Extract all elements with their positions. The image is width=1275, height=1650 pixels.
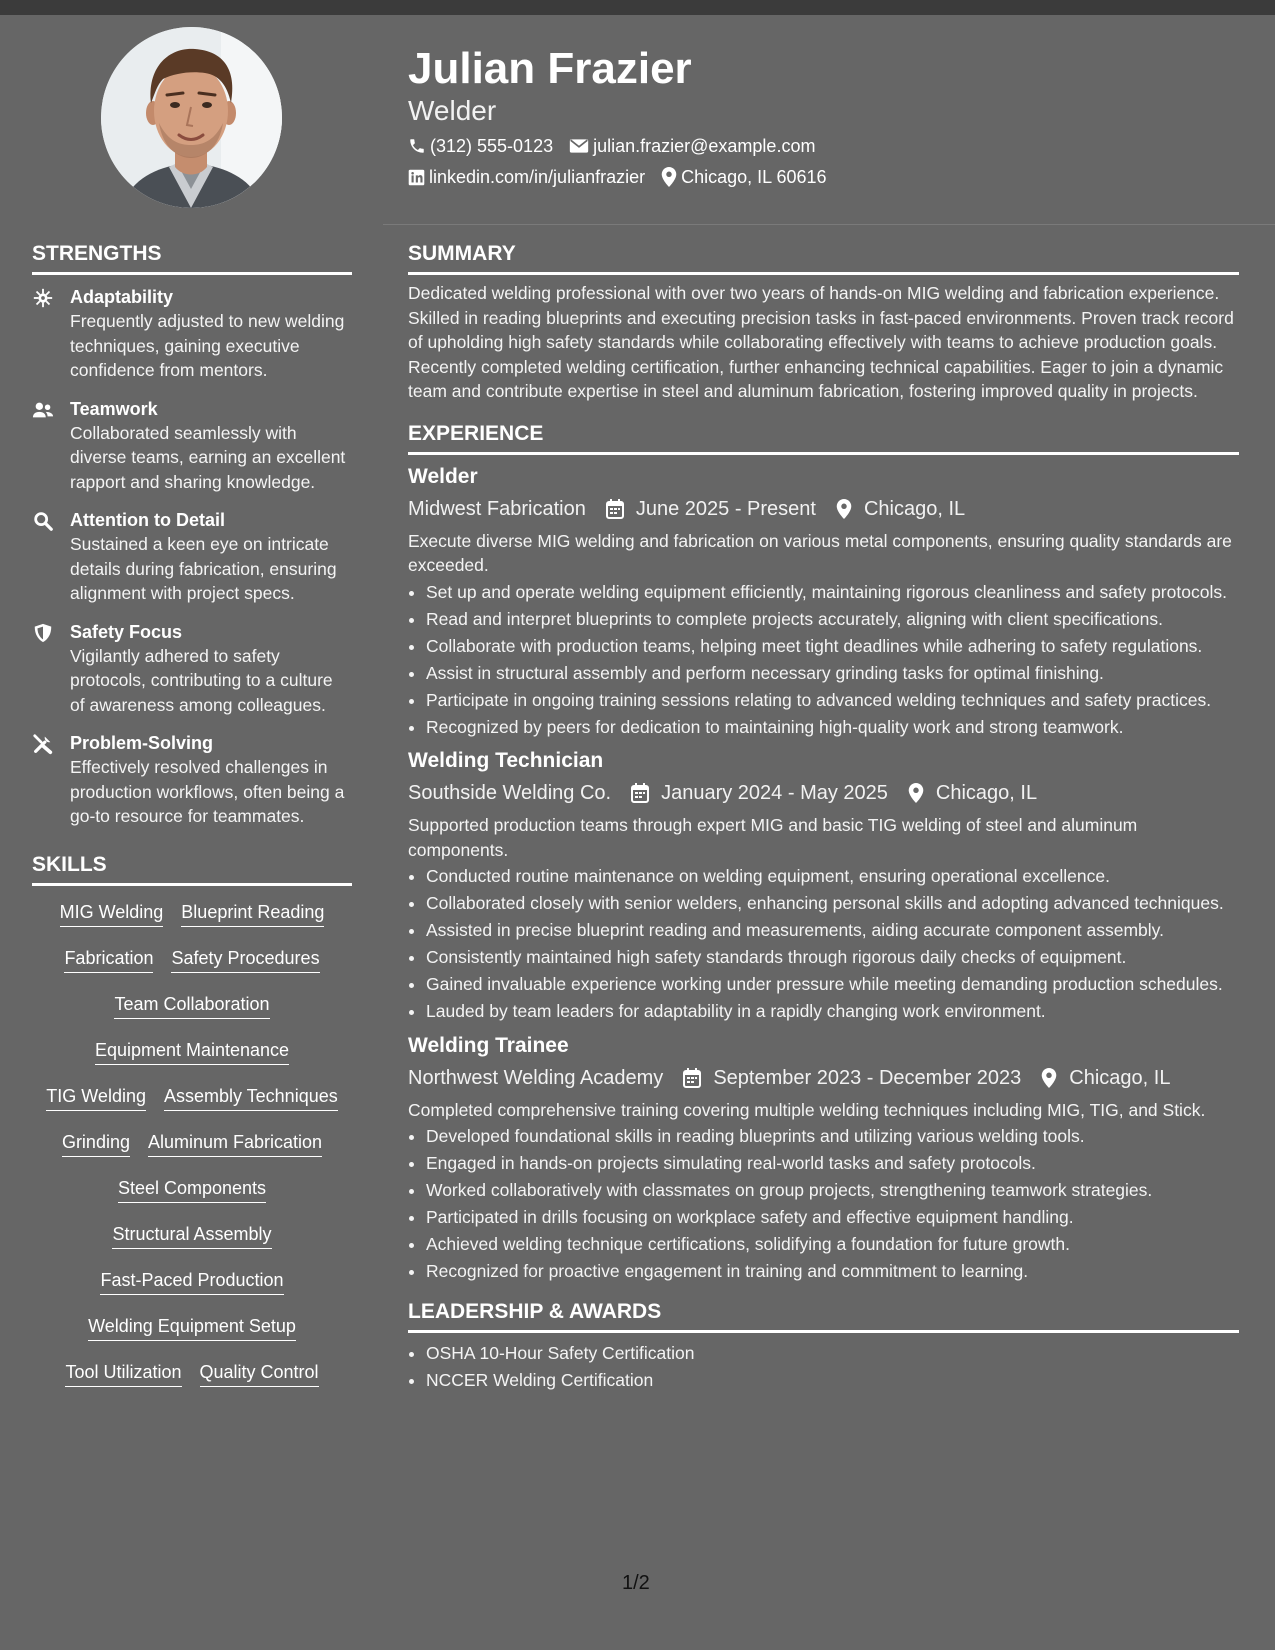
job-meta	[408, 779, 1239, 807]
job-company: Midwest Fabrication	[408, 497, 586, 520]
skill-tag: Quality Control	[200, 1360, 319, 1387]
job-bullet: • Participated in drills focusing on workplace safety and effective equipment handling.	[426, 1205, 1239, 1230]
job-location: Chicago, IL	[863, 497, 966, 520]
candidate-name: Julian Frazier	[408, 44, 692, 93]
job-company: Southside Welding Co.	[408, 782, 612, 804]
location-pin-icon	[836, 499, 852, 519]
job-dates: January 2024 - May 2025	[661, 782, 888, 804]
location-pin-icon	[908, 783, 924, 803]
skill-tag: Tool Utilization	[65, 1360, 181, 1387]
job-description: Completed comprehensive training covering multiple welding techniques including MIG, TIG, and Stick.	[408, 1099, 1206, 1120]
page-number: 1/2	[622, 1572, 650, 1594]
location-text: Chicago, IL 60616	[681, 167, 827, 187]
job-bullet: • Achieved welding technique certifications, solidifying a foundation for future growth.	[426, 1232, 1239, 1257]
phone-icon	[408, 137, 426, 155]
job-bullet: • Set up and operate welding equipment efficiently, maintaining rigorous cleanliness and safety protocols.	[426, 580, 1239, 605]
job-bullets	[408, 580, 1239, 740]
summary-heading: SUMMARY	[408, 242, 516, 265]
skill-tag: Grinding	[62, 1130, 130, 1157]
skill-tag: Aluminum Fabrication	[148, 1130, 322, 1157]
contact-row-1	[408, 134, 831, 158]
skill-tag: Safety Procedures	[171, 946, 319, 973]
strength-item	[32, 397, 352, 495]
job-location: Chicago, IL	[1069, 1066, 1171, 1089]
skill-tag: Fabrication	[64, 946, 153, 973]
job-entry	[408, 747, 1239, 1024]
job-title: Welder	[408, 464, 478, 488]
job-description: Supported production teams through expert MIG and basic TIG welding of steel and aluminum components.	[408, 815, 1138, 860]
top-bar	[0, 0, 1275, 15]
skill-tag: TIG Welding	[46, 1084, 146, 1111]
job-bullet: • Engaged in hands-on projects simulating real-world tasks and safety protocols.	[426, 1151, 1239, 1176]
users-icon	[32, 399, 54, 421]
strength-title: Teamwork	[70, 398, 158, 419]
job-location: Chicago, IL	[935, 782, 1038, 804]
calendar-icon	[606, 499, 624, 519]
portrait-illustration	[101, 27, 282, 208]
job-bullet: • Recognized for proactive engagement in training and commitment to learning.	[426, 1259, 1239, 1284]
phone-item	[408, 134, 553, 158]
skill-tag: Fast-Paced Production	[100, 1268, 283, 1295]
summary-text: Dedicated welding professional with over two years of hands-on MIG welding and fabrication experience. Skilled in reading blueprints and executing precision tasks in fast-paced environments. Proven track record of upholding high safety standards while collaborating effectively with teams to achieve production goals. Recently completed welding certification, further enhancing technical capabilities. Eager to join a dynamic team and contribute expertise in steel and aluminum fabrication, fostering improved quality in projects.	[408, 283, 1234, 401]
awards-list	[408, 1341, 1239, 1393]
header-divider	[383, 224, 1275, 225]
skills-rule	[32, 883, 352, 886]
strength-title: Problem-Solving	[70, 733, 214, 753]
job-bullet: • Collaborate with production teams, helping meet tight deadlines while adhering to safety regulations.	[426, 634, 1239, 659]
job-bullets	[408, 1124, 1239, 1284]
strength-item	[32, 508, 352, 606]
job-bullets	[408, 864, 1239, 1024]
contact-row-2	[408, 165, 843, 189]
skill-tag: Team Collaboration	[114, 992, 269, 1019]
job-bullet: • Consistently maintained high safety standards through rigorous daily checks of equipment.	[426, 945, 1239, 970]
strength-desc: Collaborated seamlessly with diverse teams, earning an excellent rapport and sharing knowledge.	[70, 422, 346, 492]
location-item	[661, 165, 826, 189]
skill-tag: MIG Welding	[60, 900, 164, 927]
skill-tag: Structural Assembly	[112, 1222, 271, 1249]
job-title: Welding Trainee	[408, 1033, 569, 1057]
calendar-icon	[631, 783, 649, 803]
email-text[interactable]: julian.frazier@example.com	[593, 136, 816, 156]
job-bullet: • Lauded by team leaders for adaptability in a rapidly changing work environment.	[426, 999, 1239, 1024]
strengths-list	[32, 285, 352, 829]
job-bullet: • Recognized by peers for dedication to maintaining high-quality work and strong teamwork.	[426, 715, 1239, 740]
shield-icon	[32, 622, 54, 644]
skill-tag: Equipment Maintenance	[95, 1038, 289, 1065]
summary-rule	[408, 272, 1239, 275]
location-pin-icon	[1041, 1068, 1057, 1088]
experience-rule	[408, 452, 1239, 455]
job-dates: June 2025 - Present	[635, 497, 816, 520]
awards-rule	[408, 1330, 1239, 1333]
job-description: Execute diverse MIG welding and fabrication on various metal components, ensuring quality standards are exceeded.	[408, 530, 1232, 575]
right-column	[408, 240, 1239, 1395]
strength-title: Safety Focus	[70, 621, 183, 642]
left-column	[32, 240, 352, 1406]
tools-icon	[32, 733, 54, 755]
job-dates: September 2023 - December 2023	[713, 1066, 1022, 1089]
skills-list	[32, 900, 352, 1406]
envelope-icon	[569, 138, 589, 154]
candidate-role: Welder	[408, 95, 497, 126]
strengths-rule	[32, 272, 352, 275]
linkedin-icon	[408, 169, 425, 186]
strength-item	[32, 731, 352, 829]
job-bullet: • Assist in structural assembly and perform necessary grinding tasks for optimal finishing.	[426, 661, 1239, 686]
calendar-icon	[683, 1068, 701, 1088]
linkedin-item	[408, 165, 645, 189]
job-title: Welding Technician	[408, 749, 604, 772]
job-meta	[408, 1064, 1239, 1092]
awards-heading: LEADERSHIP & AWARDS	[408, 1299, 662, 1323]
profile-photo	[101, 27, 282, 208]
skills-heading: SKILLS	[32, 852, 107, 876]
job-bullet: • Gained invaluable experience working under pressure while meeting demanding production schedules.	[426, 972, 1239, 997]
job-bullet: • Worked collaboratively with classmates on group projects, strengthening teamwork strategies.	[426, 1178, 1239, 1203]
skill-tag: Blueprint Reading	[181, 900, 324, 927]
job-meta	[408, 495, 1239, 523]
experience-heading: EXPERIENCE	[408, 421, 544, 445]
email-item	[569, 134, 815, 158]
job-bullet: • Read and interpret blueprints to complete projects accurately, aligning with client specifications.	[426, 607, 1239, 632]
job-bullet: • Participate in ongoing training sessions relating to advanced welding techniques and safety practices.	[426, 688, 1239, 713]
skill-tag: Welding Equipment Setup	[88, 1314, 296, 1341]
strength-item	[32, 285, 352, 383]
award-item: • NCCER Welding Certification	[426, 1368, 1239, 1393]
strength-desc: Effectively resolved challenges in production workflows, often being a go-to resource for teammates.	[70, 757, 345, 826]
phone-text[interactable]: (312) 555-0123	[430, 136, 554, 156]
skill-tag: Steel Components	[118, 1176, 266, 1203]
strength-desc: Sustained a keen eye on intricate details during fabrication, ensuring alignment with project specs.	[70, 534, 337, 603]
strength-title: Attention to Detail	[70, 510, 225, 530]
strength-item	[32, 620, 352, 718]
search-icon	[32, 510, 54, 532]
job-bullet: • Developed foundational skills in reading blueprints and utilizing various welding tools.	[426, 1124, 1239, 1149]
linkedin-text[interactable]: linkedin.com/in/julianfrazier	[429, 167, 646, 187]
job-bullet: • Collaborated closely with senior welders, enhancing personal skills and adopting advanced techniques.	[426, 891, 1239, 916]
strength-title: Adaptability	[70, 287, 174, 307]
location-pin-icon	[661, 167, 677, 187]
job-bullet: • Assisted in precise blueprint reading and measurements, aiding accurate component assembly.	[426, 918, 1239, 943]
strength-desc: Frequently adjusted to new welding techniques, gaining executive confidence from mentors.	[70, 311, 345, 380]
job-company: Northwest Welding Academy	[408, 1066, 664, 1089]
award-item: • OSHA 10-Hour Safety Certification	[426, 1341, 1239, 1366]
strengths-heading: STRENGTHS	[32, 242, 162, 265]
job-bullet: • Conducted routine maintenance on welding equipment, ensuring operational excellence.	[426, 864, 1239, 889]
strength-desc: Vigilantly adhered to safety protocols, contributing to a culture of awareness among colleagues.	[70, 645, 333, 715]
gear-icon	[32, 287, 54, 309]
job-entry	[408, 1032, 1239, 1284]
job-entry	[408, 463, 1239, 740]
skill-tag: Assembly Techniques	[164, 1084, 338, 1111]
